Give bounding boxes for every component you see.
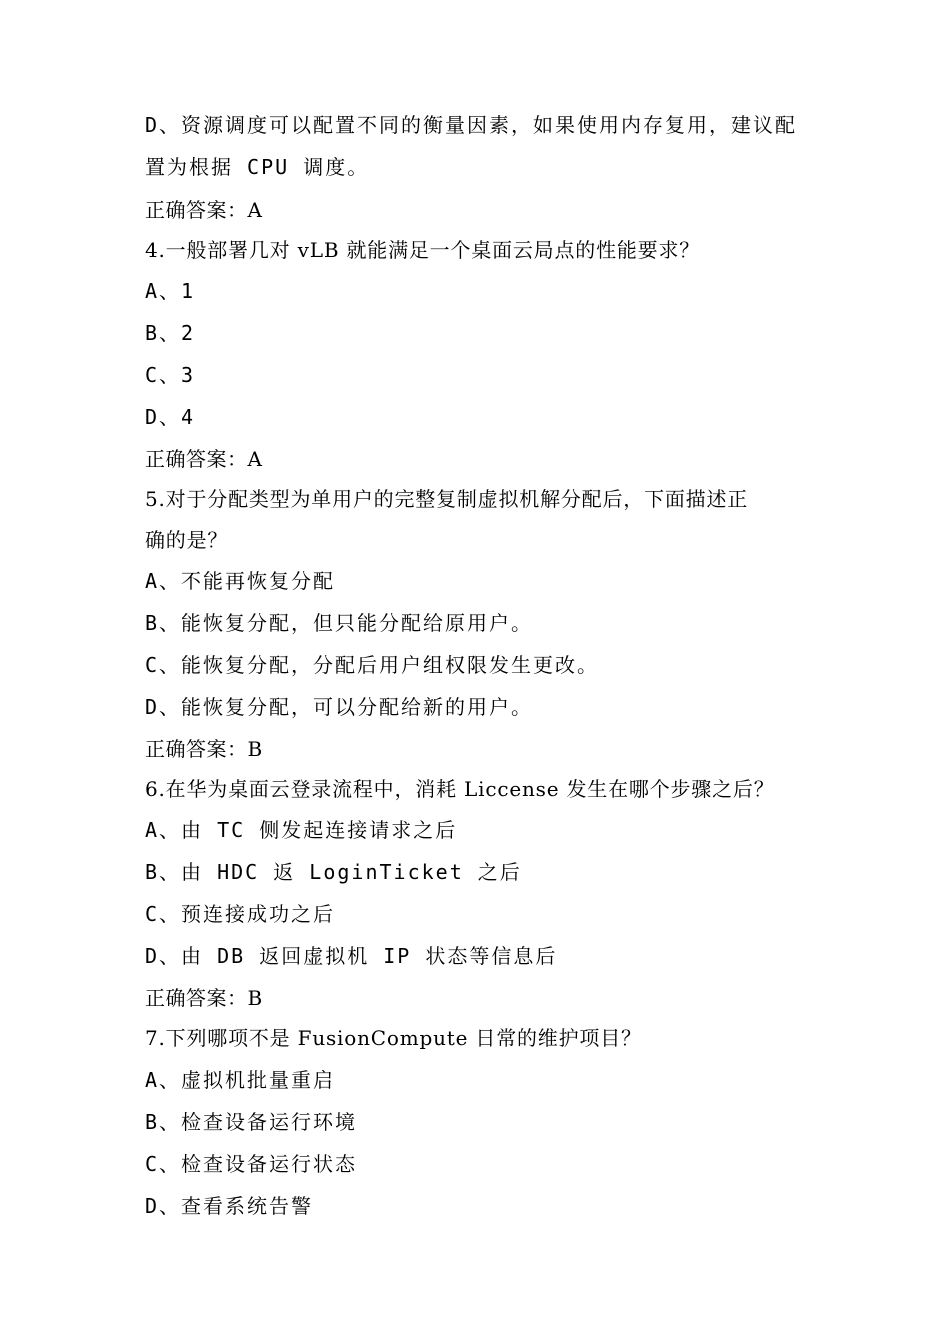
prev-option-d-line2: 置为根据 CPU 调度。: [145, 155, 370, 179]
q5-option-a: A、不能再恢复分配: [145, 569, 336, 593]
q5-stem-line2: 确的是？: [145, 528, 229, 552]
q7-stem: 7.下列哪项不是 FusionCompute 日常的维护项目？: [145, 1026, 642, 1050]
q4-stem: 4.一般部署几对 vLB 就能满足一个桌面云局点的性能要求？: [145, 238, 701, 262]
q4-option-a: A、1: [145, 279, 196, 303]
q4-answer: 正确答案：A: [145, 447, 263, 471]
q4-option-b: B、2: [145, 321, 196, 345]
q5-option-d: D、能恢复分配，可以分配给新的用户。: [145, 695, 534, 719]
q7-option-c: C、检查设备运行状态: [145, 1152, 358, 1176]
q4-option-d: D、4: [145, 405, 196, 429]
prev-option-d-line1: D、资源调度可以配置不同的衡量因素，如果使用内存复用，建议配: [145, 113, 798, 137]
q5-answer: 正确答案：B: [145, 737, 263, 761]
q5-option-b: B、能恢复分配，但只能分配给原用户。: [145, 611, 534, 635]
q4-option-c: C、3: [145, 363, 196, 387]
q6-stem: 6.在华为桌面云登录流程中，消耗 Liccense 发生在哪个步骤之后？: [145, 777, 775, 801]
q6-option-c: C、预连接成功之后: [145, 902, 336, 926]
q5-option-c: C、能恢复分配，分配后用户组权限发生更改。: [145, 653, 600, 677]
q7-option-b: B、检查设备运行环境: [145, 1110, 358, 1134]
q6-option-a: A、由 TC 侧发起连接请求之后: [145, 818, 458, 842]
q6-option-b: B、由 HDC 返 LoginTicket 之后: [145, 860, 522, 884]
prev-answer: 正确答案：A: [145, 198, 263, 222]
q7-option-a: A、虚拟机批量重启: [145, 1068, 336, 1092]
q6-option-d: D、由 DB 返回虚拟机 IP 状态等信息后: [145, 944, 558, 968]
q6-answer: 正确答案：B: [145, 986, 263, 1010]
q7-option-d: D、查看系统告警: [145, 1194, 314, 1218]
q5-stem-line1: 5.对于分配类型为单用户的完整复制虚拟机解分配后，下面描述正: [145, 487, 749, 511]
